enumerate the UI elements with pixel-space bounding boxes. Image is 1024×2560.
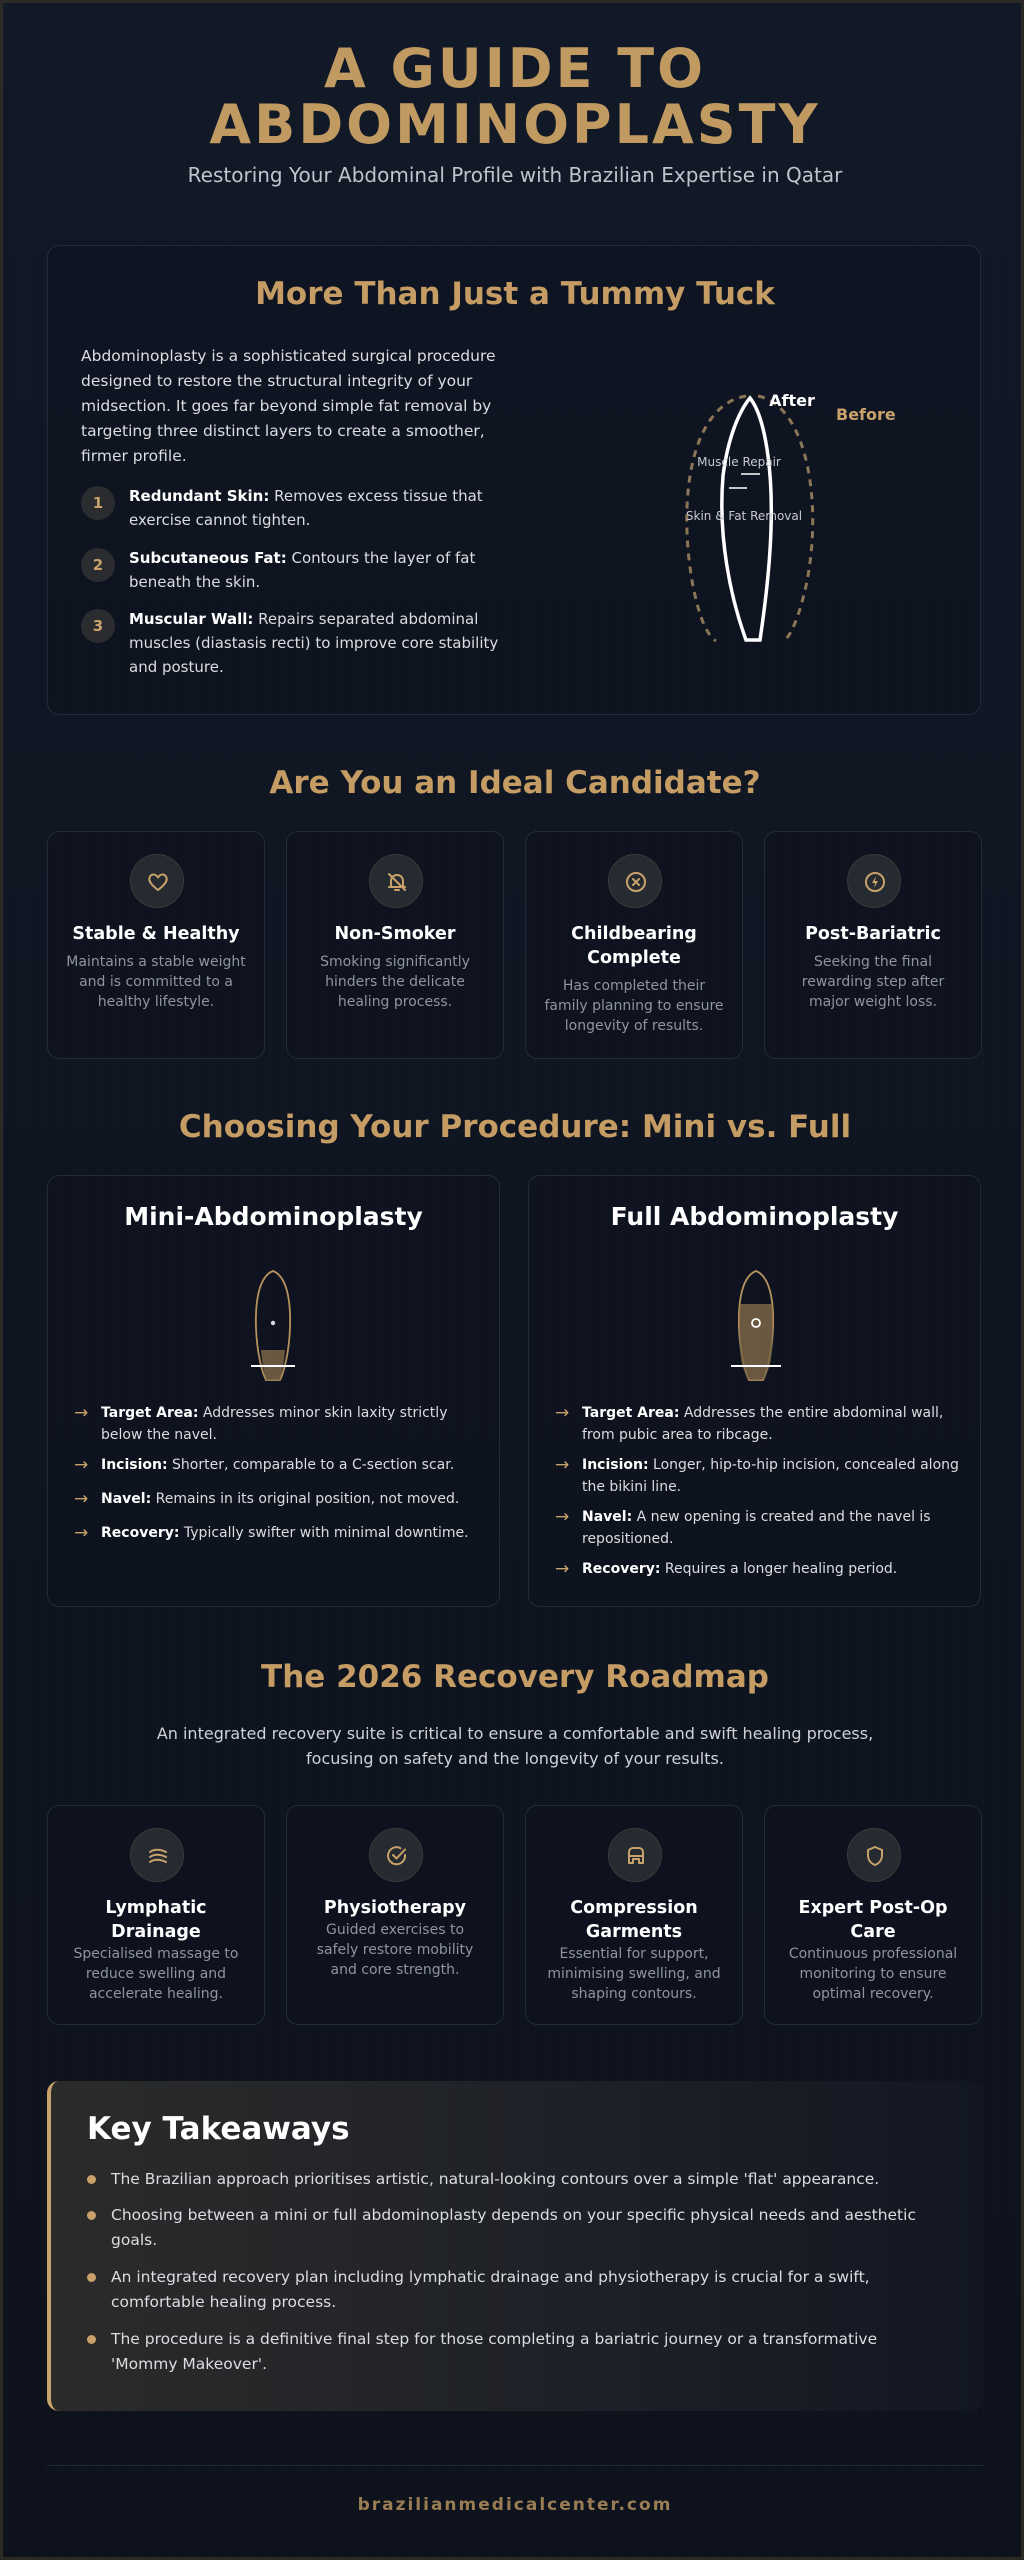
layer-text [129, 607, 529, 679]
candidate-title: Stable & Healthy [72, 924, 240, 944]
layer-text [129, 546, 529, 594]
skin-fat-label: Skin & Fat Removal [685, 509, 803, 523]
intro-paragraph: Abdominoplasty is a sophisticated surgical procedure designed to restore the structural integrity of your midsection. It goes far beyond simple fat removal by targeting three distinct layers to create a smoother, firmer profile. [81, 347, 496, 465]
bullet-desc: Addresses minor skin laxity strictly below the navel. [101, 1405, 448, 1443]
bullet-desc: A new opening is created and the navel is repositioned. [582, 1509, 931, 1547]
page-title [3, 37, 1024, 156]
bullet-desc: Remains in its original position, not moved. [151, 1491, 460, 1507]
recovery-desc: Specialised massage to reduce swelling and accelerate healing. [73, 1946, 239, 2002]
full-procedure-title: Full Abdominoplasty [610, 1202, 899, 1231]
key-takeaways-card [47, 2081, 983, 2411]
candidate-title: Non-Smoker [334, 924, 456, 944]
footer-divider [47, 2465, 983, 2466]
after-label: After [769, 391, 815, 410]
takeaway-text: The procedure is a definitive final step for those completing a bariatric journey or a transformative 'Mommy Makeover'. [111, 2330, 878, 2373]
arrow-right-icon: → [74, 1489, 89, 1509]
layer-desc: Contours the layer of fat beneath the skin. [129, 549, 476, 591]
shield-icon [847, 1828, 901, 1882]
candidate-card [47, 831, 265, 1059]
bullet-dot-icon [87, 2175, 96, 2184]
candidate-desc: Seeking the final rewarding step after major weight loss. [801, 954, 945, 1010]
arrow-right-icon: → [555, 1455, 570, 1475]
candidate-heading: Are You an Ideal Candidate? [269, 765, 761, 801]
title-line-1: A GUIDE TO [323, 37, 707, 100]
candidate-title: Post-Bariatric [805, 924, 941, 944]
takeaway-text: Choosing between a mini or full abdominoplasty depends on your specific physical needs and aesthetic goals. [111, 2206, 916, 2249]
bullet-label: Navel: [101, 1491, 152, 1507]
arrow-right-icon: → [555, 1559, 570, 1579]
bullet-desc: Requires a longer healing period. [660, 1561, 898, 1577]
recovery-card [525, 1805, 743, 2025]
bullet-label: Navel: [582, 1509, 633, 1525]
bullet-label: Incision: [582, 1457, 649, 1473]
recovery-title: Physiotherapy [323, 1898, 467, 1918]
muscle-repair-label: Muscle Repair [697, 455, 781, 469]
bullet-label: Recovery: [101, 1525, 180, 1541]
bullet-label: Target Area: [101, 1405, 199, 1421]
candidate-desc: Maintains a stable weight and is committed to a healthy lifestyle. [66, 954, 246, 1010]
abdomen-profile-diagram [608, 386, 908, 646]
recovery-card [764, 1805, 982, 2025]
layer-label: Subcutaneous Fat: [129, 549, 287, 567]
bullet-desc: Typically swifter with minimal downtime. [179, 1525, 469, 1541]
layer-label: Redundant Skin: [129, 487, 270, 505]
candidate-title: Childbearing Complete [571, 924, 697, 968]
candidate-desc: Has completed their family planning to ensure longevity of results. [544, 978, 724, 1034]
bullet-text [582, 1506, 962, 1550]
full-procedure-card [528, 1175, 981, 1607]
recovery-card [47, 1805, 265, 2025]
bullet-text [101, 1522, 471, 1544]
full-torso-icon [731, 1268, 781, 1386]
bullet-dot-icon [87, 2273, 96, 2282]
bullet-text [582, 1454, 962, 1498]
procedure-heading: Choosing Your Procedure: Mini vs. Full [178, 1109, 852, 1145]
layer-text [129, 484, 529, 532]
waves-icon [130, 1828, 184, 1882]
layer-number: 3 [81, 609, 115, 643]
layer-desc: Repairs separated abdominal muscles (diastasis recti) to improve core stability and posture. [129, 610, 499, 676]
candidate-card [525, 831, 743, 1059]
check-circle-icon [369, 1828, 423, 1882]
heart-icon [130, 854, 184, 908]
bullet-dot-icon [87, 2211, 96, 2220]
candidate-card [764, 831, 982, 1059]
layer-number: 1 [81, 486, 115, 520]
recovery-card [286, 1805, 504, 2025]
recovery-heading: The 2026 Recovery Roadmap [261, 1659, 769, 1695]
title-line-2: ABDOMINOPLASTY [209, 93, 821, 156]
before-label: Before [836, 405, 896, 424]
mini-procedure-card [47, 1175, 500, 1607]
recovery-desc: Continuous professional monitoring to ensure optimal recovery. [788, 1946, 958, 2002]
recovery-title: Lymphatic Drainage [105, 1898, 207, 1942]
layer-number: 2 [81, 548, 115, 582]
arrow-right-icon: → [74, 1403, 89, 1423]
bullet-text [101, 1488, 471, 1510]
bolt-circle-icon [847, 854, 901, 908]
arrow-right-icon: → [555, 1403, 570, 1423]
no-smoking-bell-icon [369, 854, 423, 908]
bullet-text [101, 1454, 471, 1476]
garment-icon [608, 1828, 662, 1882]
candidate-desc: Smoking significantly hinders the delicate healing process. [320, 954, 470, 1010]
layer-label: Muscular Wall: [129, 610, 254, 628]
bullet-text [582, 1558, 962, 1580]
takeaway-text: The Brazilian approach prioritises artistic, natural-looking contours over a simple 'flat' appearance. [111, 2170, 880, 2188]
layer-desc: Removes excess tissue that exercise cannot tighten. [129, 487, 483, 529]
recovery-desc: Guided exercises to safely restore mobility and core strength. [316, 1922, 474, 1978]
circle-x-icon [608, 854, 662, 908]
footer-site-link[interactable]: brazilianmedicalcenter.com [357, 2495, 673, 2515]
bullet-desc: Addresses the entire abdominal wall, from pubic area to ribcage. [582, 1405, 944, 1443]
intro-heading: More Than Just a Tummy Tuck [255, 276, 775, 312]
bullet-text [582, 1402, 962, 1446]
page-subtitle: Restoring Your Abdominal Profile with Brazilian Expertise in Qatar [187, 163, 843, 187]
arrow-right-icon: → [555, 1507, 570, 1527]
mini-procedure-title: Mini-Abdominoplasty [124, 1202, 423, 1231]
arrow-right-icon: → [74, 1523, 89, 1543]
candidate-card [286, 831, 504, 1059]
bullet-label: Target Area: [582, 1405, 680, 1421]
recovery-intro: An integrated recovery suite is critical to ensure a comfortable and swift healing process, focusing on safety and the longevity of your results. [156, 1724, 874, 1768]
recovery-title: Compression Garments [570, 1898, 698, 1942]
bullet-desc: Longer, hip-to-hip incision, concealed along the bikini line. [582, 1457, 959, 1495]
bullet-dot-icon [87, 2335, 96, 2344]
bullet-label: Incision: [101, 1457, 168, 1473]
recovery-desc: Essential for support, minimising swelling, and shaping contours. [547, 1946, 721, 2002]
recovery-title: Expert Post-Op Care [798, 1898, 948, 1942]
takeaway-text: An integrated recovery plan including lymphatic drainage and physiotherapy is crucial for a swift, comfortable healing process. [111, 2268, 870, 2311]
bullet-label: Recovery: [582, 1561, 661, 1577]
takeaways-heading: Key Takeaways [87, 2111, 350, 2147]
bullet-text [101, 1402, 471, 1446]
intro-card [47, 245, 981, 715]
bullet-desc: Shorter, comparable to a C-section scar. [167, 1457, 455, 1473]
arrow-right-icon: → [74, 1455, 89, 1475]
mini-torso-icon [248, 1268, 298, 1386]
